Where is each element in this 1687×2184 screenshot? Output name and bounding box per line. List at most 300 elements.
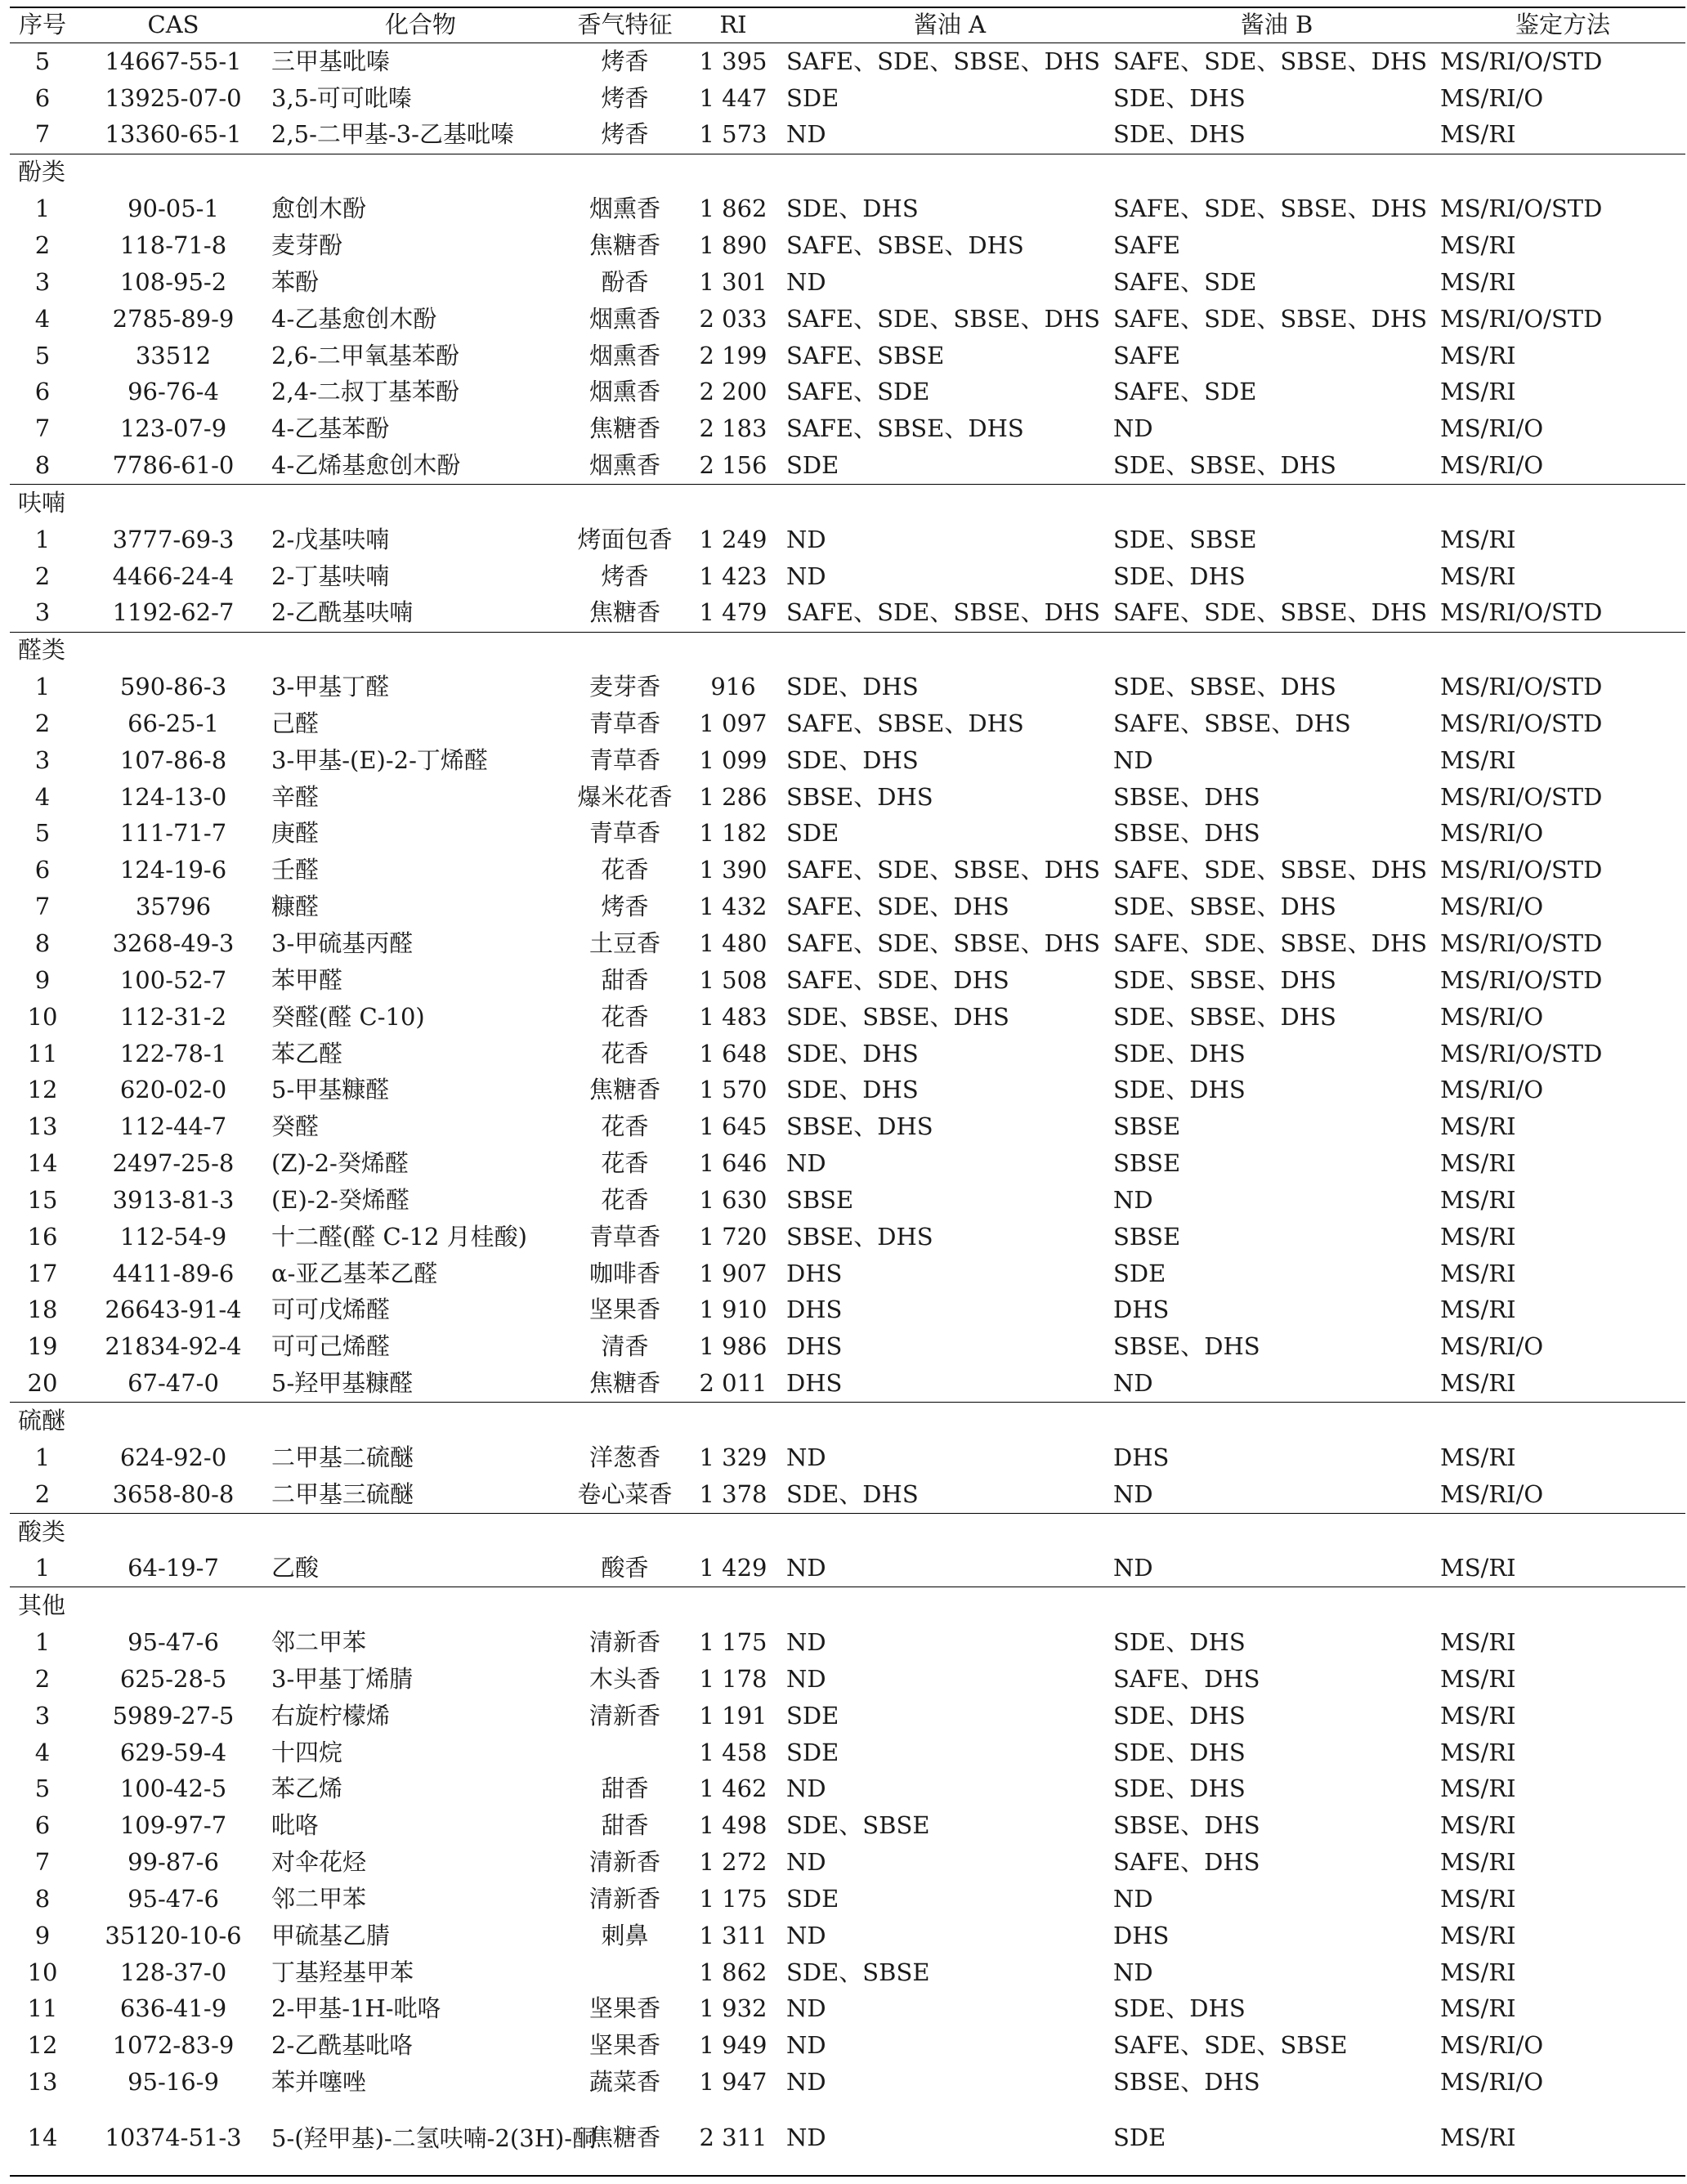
row-index: 1 [34, 1554, 51, 1582]
identification-method: MS/RI [1440, 1112, 1516, 1141]
cas-number: 123-07-9 [119, 414, 227, 443]
identification-method: MS/RI [1440, 341, 1516, 369]
soy-sauce-b-methods: SAFE、SDE、SBSE [1113, 2031, 1348, 2060]
table-row [10, 447, 1685, 484]
identification-method: MS/RI/O/STD [1440, 856, 1603, 884]
soy-sauce-a-methods: SAFE、SBSE、DHS [786, 709, 1024, 737]
cas-number: 124-19-6 [119, 856, 227, 884]
row-index: 10 [27, 1002, 58, 1031]
table-row [10, 1734, 1685, 1771]
row-index: 9 [34, 1921, 51, 1949]
retention-index: 1 462 [699, 1774, 767, 1803]
row-index: 4 [34, 304, 51, 333]
compound-name: 2,5-二甲基-3-乙基吡嗪 [271, 120, 514, 149]
soy-sauce-b-methods: ND [1113, 1479, 1153, 1508]
compound-name: 邻二甲苯 [271, 1884, 367, 1913]
aroma-description: 烤香 [601, 47, 649, 75]
retention-index: 1 272 [699, 1848, 767, 1877]
soy-sauce-a-methods: SAFE、SBSE、DHS [786, 230, 1024, 259]
soy-sauce-a-methods: SDE [786, 1701, 839, 1730]
table-row [10, 1844, 1685, 1881]
aroma-description: 烤面包香 [577, 525, 673, 553]
soy-sauce-a-methods: SDE、SBSE [786, 1811, 930, 1840]
soy-sauce-b-methods: SAFE、DHS [1113, 1664, 1260, 1693]
row-index: 9 [34, 965, 51, 994]
retention-index: 1 390 [699, 856, 767, 884]
section-label: 醛类 [10, 632, 1685, 669]
soy-sauce-b-methods: SDE、DHS [1113, 83, 1246, 112]
aroma-description: 青草香 [588, 745, 660, 774]
aroma-description: 烤香 [601, 562, 649, 590]
table-row [10, 1036, 1685, 1072]
section-label: 硫醚 [10, 1403, 1685, 1439]
compound-name: 2-戊基呋喃 [271, 525, 390, 553]
soy-sauce-a-methods: ND [786, 1149, 826, 1178]
identification-method: MS/RI [1440, 1628, 1516, 1657]
identification-method: MS/RI [1440, 525, 1516, 553]
row-index: 2 [34, 230, 51, 259]
soy-sauce-b-methods: SBSE [1113, 1149, 1181, 1178]
table-row [10, 1918, 1685, 1954]
row-index: 3 [34, 267, 51, 296]
compound-name: 4-乙基苯酚 [271, 414, 390, 443]
cas-number: 4411-89-6 [112, 1259, 235, 1287]
identification-method: MS/RI/O [1440, 414, 1544, 443]
compound-name: 3-甲基-(E)-2-丁烯醛 [271, 745, 488, 774]
cas-number: 3913-81-3 [112, 1185, 235, 1214]
aroma-description: 爆米花香 [577, 782, 673, 811]
soy-sauce-b-methods: SBSE [1113, 1112, 1181, 1141]
soy-sauce-b-methods: ND [1113, 414, 1153, 443]
row-index: 3 [34, 598, 51, 627]
identification-method: MS/RI [1440, 378, 1516, 406]
retention-index: 1 429 [699, 1554, 767, 1582]
aroma-description: 焦糖香 [588, 414, 660, 443]
compound-name: 5-甲基糠醛 [271, 1076, 390, 1104]
soy-sauce-a-methods: SAFE、SDE、SBSE、DHS [786, 47, 1101, 75]
table-row [10, 1292, 1685, 1329]
cas-number: 26643-91-4 [105, 1296, 242, 1324]
compound-name: 十四烷 [271, 1738, 343, 1766]
identification-method: MS/RI/O/STD [1440, 709, 1603, 737]
row-index: 13 [27, 2068, 58, 2097]
retention-index: 1 949 [699, 2031, 767, 2060]
compound-name: 3,5-可可吡嗪 [271, 83, 412, 112]
soy-sauce-b-methods: SBSE、DHS [1113, 2068, 1260, 2097]
soy-sauce-b-methods: SDE、DHS [1113, 1774, 1246, 1803]
section-row [10, 1403, 1685, 1439]
row-index: 8 [34, 451, 51, 480]
table-row [10, 816, 1685, 853]
identification-method: MS/RI [1440, 1921, 1516, 1949]
soy-sauce-a-methods: ND [786, 562, 826, 590]
soy-sauce-a-methods: SDE、DHS [786, 673, 919, 701]
retention-index: 1 191 [699, 1701, 767, 1730]
cas-number: 624-92-0 [119, 1443, 227, 1471]
row-index: 5 [34, 819, 51, 848]
identification-method: MS/RI/O [1440, 1002, 1544, 1031]
aroma-description: 烟熏香 [588, 451, 660, 480]
retention-index: 1 947 [699, 2068, 767, 2097]
retention-index: 1 432 [699, 893, 767, 921]
identification-method: MS/RI [1440, 1738, 1516, 1766]
soy-sauce-b-methods: SDE、DHS [1113, 1076, 1246, 1104]
soy-sauce-a-methods: SAFE、SBSE [786, 341, 945, 369]
row-index: 14 [10, 2101, 75, 2176]
compound-name: 可可戊烯醛 [271, 1296, 391, 1324]
row-index: 8 [34, 929, 51, 957]
aroma-description: 坚果香 [588, 1296, 660, 1324]
retention-index: 1 862 [699, 1958, 767, 1986]
soy-sauce-b-methods: SDE、DHS [1113, 120, 1246, 149]
row-index: 7 [34, 893, 51, 921]
table-row [10, 301, 1685, 338]
soy-sauce-a-methods: SAFE、SDE、SBSE、DHS [786, 856, 1101, 884]
identification-method: MS/RI [1440, 1811, 1516, 1840]
aroma-description: 烟熏香 [588, 378, 660, 406]
soy-sauce-a-methods: SAFE、SDE、DHS [786, 893, 1009, 921]
soy-sauce-a-methods: SDE、DHS [786, 1479, 919, 1508]
compound-name: 苯酚 [271, 267, 320, 296]
compound-name: 壬醛 [271, 856, 320, 884]
soy-sauce-a-methods: ND [786, 525, 826, 553]
retention-index: 1 986 [699, 1332, 767, 1361]
table-header-row [10, 7, 1685, 43]
identification-method: MS/RI [1440, 1958, 1516, 1986]
compound-name: 乙酸 [271, 1554, 320, 1582]
soy-sauce-b-methods: SDE、DHS [1113, 1738, 1246, 1766]
soy-sauce-b-methods: ND [1113, 1884, 1153, 1913]
soy-sauce-a-methods: ND [786, 1664, 826, 1693]
row-index: 10 [27, 1958, 58, 1986]
compound-name: 庚醛 [271, 819, 320, 848]
soy-sauce-b-methods: SAFE、SBSE、DHS [1113, 709, 1351, 737]
retention-index: 1 329 [699, 1443, 767, 1471]
row-index: 16 [27, 1222, 58, 1251]
row-index: 2 [34, 1664, 51, 1693]
soy-sauce-a-methods: SAFE、SDE、SBSE、DHS [786, 304, 1101, 333]
table-row [10, 227, 1685, 264]
soy-sauce-b-methods: SAFE、SDE、SBSE、DHS [1113, 195, 1428, 223]
table-row [10, 742, 1685, 779]
compound-name: 麦芽酚 [271, 230, 343, 259]
aroma-description: 花香 [601, 1002, 649, 1031]
cas-number: 109-97-7 [119, 1811, 227, 1840]
table-row [10, 925, 1685, 962]
table-row [10, 595, 1685, 632]
cas-number: 108-95-2 [119, 267, 227, 296]
retention-index: 1 479 [699, 598, 767, 627]
aroma-description: 甜香 [601, 1811, 649, 1840]
table-row [10, 962, 1685, 999]
row-index: 3 [34, 745, 51, 774]
row-index: 12 [27, 2031, 58, 2060]
aroma-description: 坚果香 [588, 2031, 660, 2060]
table-row [10, 705, 1685, 742]
identification-method: MS/RI/O [1440, 451, 1544, 480]
soy-sauce-a-methods: SDE、DHS [786, 1039, 919, 1067]
soy-sauce-a-methods: SAFE、SDE [786, 378, 930, 406]
row-index: 6 [34, 378, 51, 406]
section-row [10, 1513, 1685, 1550]
table-row [10, 2028, 1685, 2065]
cas-number: 95-47-6 [128, 1884, 219, 1913]
retention-index: 1 447 [699, 83, 767, 112]
compound-name: 2,6-二甲氧基苯酚 [271, 341, 459, 369]
retention-index: 1 395 [699, 47, 767, 75]
retention-index: 1 498 [699, 1811, 767, 1840]
identification-method: MS/RI [1440, 1443, 1516, 1471]
soy-sauce-a-methods: ND [786, 1921, 826, 1949]
identification-method: MS/RI/O/STD [1440, 47, 1603, 75]
compound-name: 苯甲醛 [271, 965, 343, 994]
table-row [10, 80, 1685, 117]
cas-number: 95-16-9 [128, 2068, 219, 2097]
table-row [10, 264, 1685, 301]
aroma-description: 酸香 [601, 1554, 649, 1582]
aroma-description [570, 1954, 680, 1991]
compound-name: 可可己烯醛 [271, 1332, 391, 1361]
cas-number: 35120-10-6 [105, 1921, 242, 1949]
section-row [10, 1587, 1685, 1624]
soy-sauce-b-methods: SAFE、SDE、SBSE、DHS [1113, 304, 1428, 333]
soy-sauce-a-methods: ND [786, 1848, 826, 1877]
aroma-description: 烟熏香 [588, 195, 660, 223]
row-index: 6 [34, 856, 51, 884]
retention-index: 1 573 [699, 120, 767, 149]
aroma-description: 花香 [601, 856, 649, 884]
compound-name: 丁基羟基甲苯 [271, 1958, 414, 1986]
table-row [10, 1881, 1685, 1918]
table-row [10, 1108, 1685, 1145]
aroma-description: 焦糖香 [588, 1076, 660, 1104]
cas-number: 112-54-9 [119, 1222, 227, 1251]
cas-number: 7786-61-0 [112, 451, 235, 480]
compound-name: 愈创木酚 [271, 195, 367, 223]
table-row [10, 558, 1685, 595]
compound-name: 癸醛(醛 C-10) [271, 1002, 425, 1031]
retention-index: 1 890 [699, 230, 767, 259]
soy-sauce-a-methods: ND [786, 1628, 826, 1657]
cas-number: 111-71-7 [119, 819, 227, 848]
cas-number: 2785-89-9 [112, 304, 235, 333]
aroma-description: 烟熏香 [588, 341, 660, 369]
section-row [10, 154, 1685, 190]
compound-name: 甲硫基乙腈 [271, 1921, 391, 1949]
cas-number: 3658-80-8 [112, 1479, 235, 1508]
soy-sauce-b-methods: SDE [1113, 1259, 1166, 1287]
row-index: 12 [27, 1076, 58, 1104]
soy-sauce-b-methods: DHS [1113, 1296, 1170, 1324]
compound-name: 3-甲基丁烯腈 [271, 1664, 414, 1693]
retention-index: 1 508 [699, 965, 767, 994]
soy-sauce-a-methods: SDE [786, 451, 839, 480]
aroma-description: 洋葱香 [588, 1443, 660, 1471]
cas-number: 100-52-7 [119, 965, 227, 994]
identification-method: MS/RI/O/STD [1440, 195, 1603, 223]
table-row [10, 374, 1685, 411]
row-index: 5 [34, 341, 51, 369]
compound-name: 2,4-二叔丁基苯酚 [271, 378, 459, 406]
row-index: 7 [34, 414, 51, 443]
aroma-description: 花香 [601, 1112, 649, 1141]
table-row [10, 1182, 1685, 1219]
retention-index: 1 097 [699, 709, 767, 737]
aroma-description: 焦糖香 [588, 1369, 660, 1398]
table-row [10, 888, 1685, 925]
table-row [10, 1219, 1685, 1255]
table-row [10, 1624, 1685, 1661]
cas-number: 66-25-1 [128, 709, 219, 737]
aroma-description: 花香 [601, 1039, 649, 1067]
cas-number: 64-19-7 [128, 1554, 219, 1582]
identification-method: MS/RI/O [1440, 1076, 1544, 1104]
compound-table [10, 7, 1685, 2177]
retention-index: 1 907 [699, 1259, 767, 1287]
aroma-description: 清新香 [588, 1848, 660, 1877]
compound-name: 癸醛 [271, 1112, 320, 1141]
table-row [10, 1991, 1685, 2028]
cas-number: 3777-69-3 [112, 525, 235, 553]
retention-index: 1 480 [699, 929, 767, 957]
soy-sauce-b-methods: SAFE、SDE [1113, 267, 1257, 296]
compound-name: (Z)-2-癸烯醛 [271, 1149, 409, 1178]
identification-method: MS/RI/O/STD [1440, 929, 1603, 957]
identification-method: MS/RI/O [1440, 2031, 1544, 2060]
compound-name: 糠醛 [271, 893, 320, 921]
compound-name: 5-羟甲基糠醛 [271, 1369, 414, 1398]
retention-index: 2 011 [699, 1369, 767, 1398]
row-index: 13 [27, 1112, 58, 1141]
table-row [10, 1255, 1685, 1292]
aroma-description: 青草香 [588, 709, 660, 737]
row-index: 4 [34, 1738, 51, 1766]
soy-sauce-a-methods: ND [786, 267, 826, 296]
table-row [10, 853, 1685, 889]
cas-number: 118-71-8 [119, 230, 227, 259]
row-index: 2 [34, 562, 51, 590]
cas-number: 21834-92-4 [105, 1332, 242, 1361]
soy-sauce-a-methods: SDE、DHS [786, 745, 919, 774]
cas-number: 100-42-5 [119, 1774, 227, 1803]
cas-number: 124-13-0 [119, 782, 227, 811]
cas-number: 122-78-1 [119, 1039, 227, 1067]
identification-method: MS/RI/O [1440, 83, 1544, 112]
compound-name: 辛醛 [271, 782, 320, 811]
cas-number: 67-47-0 [128, 1369, 219, 1398]
compound-name: 三甲基吡嗪 [271, 47, 391, 75]
identification-method: MS/RI [1440, 1994, 1516, 2023]
identification-method: MS/RI/O [1440, 893, 1544, 921]
cas-number: 13925-07-0 [105, 83, 242, 112]
cas-number: 107-86-8 [119, 745, 227, 774]
table-row [10, 2064, 1685, 2101]
table-row [10, 1145, 1685, 1182]
table-row [10, 1476, 1685, 1513]
soy-sauce-a-methods: SDE [786, 819, 839, 848]
soy-sauce-b-methods: SBSE、DHS [1113, 1811, 1260, 1840]
soy-sauce-b-methods: SBSE、DHS [1113, 782, 1260, 811]
row-index: 11 [27, 1039, 58, 1067]
row-index: 2 [34, 1479, 51, 1508]
section-row [10, 485, 1685, 521]
identification-method: MS/RI [1440, 1701, 1516, 1730]
row-index: 11 [27, 1994, 58, 2023]
soy-sauce-a-methods: DHS [786, 1296, 843, 1324]
identification-method: MS/RI/O/STD [1440, 965, 1603, 994]
row-index: 4 [34, 782, 51, 811]
table-row [10, 2101, 1685, 2176]
section-row [10, 632, 1685, 669]
retention-index: 1 175 [699, 1628, 767, 1657]
table-row [10, 1661, 1685, 1698]
identification-method: MS/RI/O/STD [1440, 304, 1603, 333]
compound-name: 二甲基三硫醚 [271, 1479, 414, 1508]
identification-method: MS/RI [1440, 267, 1516, 296]
soy-sauce-a-methods: SBSE、DHS [786, 1222, 933, 1251]
soy-sauce-a-methods: SDE、DHS [786, 1076, 919, 1104]
table-row [10, 1072, 1685, 1109]
soy-sauce-a-methods: SBSE、DHS [786, 1112, 933, 1141]
soy-sauce-a-methods: SBSE [786, 1185, 854, 1214]
identification-method: MS/RI [1440, 230, 1516, 259]
identification-method: MS/RI/O [1440, 1332, 1544, 1361]
aroma-description: 卷心菜香 [577, 1479, 673, 1508]
soy-sauce-a-methods: DHS [786, 1332, 843, 1361]
cas-number: 35796 [135, 893, 212, 921]
soy-sauce-b-methods: SDE、DHS [1113, 1701, 1246, 1730]
identification-method: MS/RI/O/STD [1440, 673, 1603, 701]
aroma-description: 青草香 [588, 1222, 660, 1251]
soy-sauce-b-methods: SAFE [1113, 230, 1181, 259]
cas-number: 14667-55-1 [105, 47, 242, 75]
soy-sauce-a-methods: ND [786, 1774, 826, 1803]
table-row [10, 117, 1685, 154]
soy-sauce-b-methods: SAFE、SDE、SBSE、DHS [1113, 47, 1428, 75]
soy-sauce-b-methods: DHS [1113, 1921, 1170, 1949]
aroma-description: 烤香 [601, 83, 649, 112]
identification-method: MS/RI [1440, 1222, 1516, 1251]
aroma-description: 刺鼻 [601, 1921, 649, 1949]
soy-sauce-a-methods: SDE [786, 1738, 839, 1766]
aroma-description: 咖啡香 [588, 1259, 660, 1287]
compound-name: 对伞花烃 [271, 1848, 367, 1877]
cas-number: 4466-24-4 [112, 562, 235, 590]
aroma-description: 焦糖香 [570, 2101, 680, 2176]
compound-name: 2-乙酰基呋喃 [271, 598, 414, 627]
compound-name: 2-丁基呋喃 [271, 562, 390, 590]
soy-sauce-b-methods: SDE、DHS [1113, 562, 1246, 590]
retention-index: 1 249 [699, 525, 767, 553]
soy-sauce-b-methods: SAFE、DHS [1113, 1848, 1260, 1877]
soy-sauce-a-methods: DHS [786, 1259, 843, 1287]
retention-index: 916 [710, 673, 756, 701]
aroma-description: 花香 [601, 1149, 649, 1178]
cas-number: 99-87-6 [128, 1848, 219, 1877]
soy-sauce-a-methods: DHS [786, 1369, 843, 1398]
retention-index: 2 200 [699, 378, 767, 406]
identification-method: MS/RI [1440, 745, 1516, 774]
header-ri: RI [680, 7, 786, 43]
retention-index: 1 182 [699, 819, 767, 848]
section-label: 酚类 [10, 154, 1685, 190]
row-index: 18 [27, 1296, 58, 1324]
identification-method: MS/RI/O [1440, 1479, 1544, 1508]
identification-method: MS/RI [1440, 562, 1516, 590]
row-index: 17 [27, 1259, 58, 1287]
identification-method: MS/RI/O/STD [1440, 598, 1603, 627]
soy-sauce-b-methods: ND [1113, 745, 1153, 774]
